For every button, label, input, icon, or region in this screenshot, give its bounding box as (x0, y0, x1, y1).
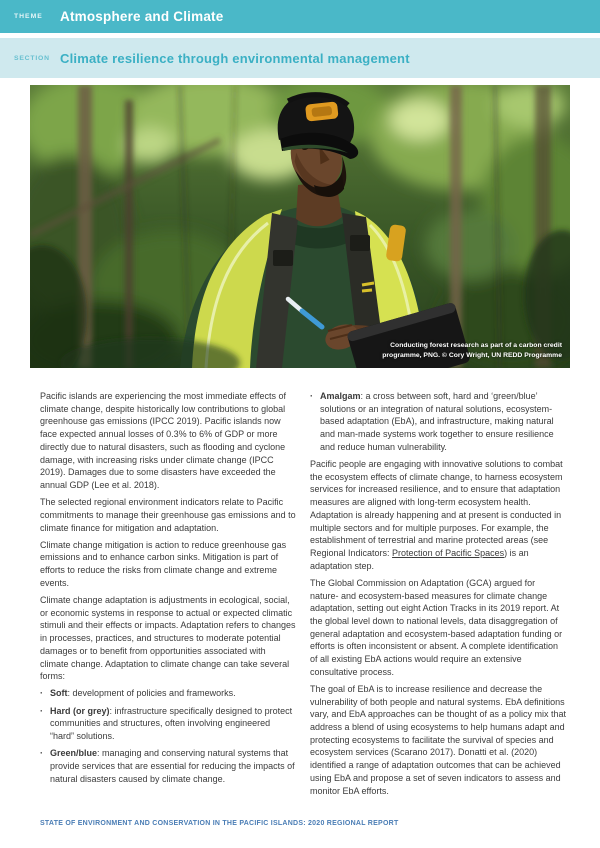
body-content (40, 390, 566, 802)
hero-photo (30, 85, 570, 368)
bullet-text: Soft: development of policies and frameworks. (50, 688, 236, 699)
bullet-dot: · (40, 688, 43, 699)
paragraph-effects: Pacific islands are experiencing the most immediate effects of climate change, despite historically low contributions to global greenhouse gas emissions (IPCC 2019). Pacific islands now face expected annual losses of 0.3% to 6% of GDP or more directly due to natural disasters, such as flooding and cyclone damage, with increasing risks under climate change (IPCC 2019). Damages due to some disasters have exceeded the annual GDP (Lee et al. 2018). (40, 391, 286, 490)
section-title: Climate resilience through environmental management (60, 50, 410, 66)
bullet-text: Green/blue: managing and conserving natural systems that provide services that are essential for reducing the impacts of natural disasters caused by climate change. (50, 748, 295, 784)
bullet-hard (40, 705, 296, 743)
section-label: SECTION (14, 54, 50, 62)
bullet-green-blue (40, 747, 296, 785)
theme-bar (0, 0, 600, 33)
forest-researcher-illustration (30, 85, 570, 368)
paragraph-mitigation: Climate change mitigation is action to reduce greenhouse gas emissions and to enhance carbon sinks. Mitigation is part of efforts to reduce the risks from climate change and extreme events. (40, 539, 287, 588)
theme-title: Atmosphere and Climate (60, 9, 224, 24)
theme-label: THEME (14, 13, 43, 20)
paragraph-solutions: Pacific people are engaging with innovative solutions to combat the ecosystem effects of climate change, to harness ecosystem services for increased resilience, and to ensure that adaptation measures are aligned with long-term ecosystem health. Adaptation is already happening and at present is conducted in multiple sectors and for multiple purposes. For example, the establishment of terrestrial and marine protected areas (see Regional Indicators: Protection of Pacific Spaces) is an adaptation step. (310, 459, 563, 571)
bullet-text: Amalgam: a cross between soft, hard and ‘green/blue’ solutions or an integration of natural solutions, ecosystem-based adaptation (EbA), and infrastructure, making natural and man-made systems work together to ensure resilience and reduce human vulnerability. (320, 391, 554, 452)
protection-of-pacific-spaces-link[interactable]: Protection of Pacific Spaces (392, 547, 505, 558)
report-footer: STATE OF ENVIRONMENT AND CONSERVATION IN THE PACIFIC ISLANDS: 2020 REGIONAL REPORT (40, 820, 399, 827)
left-column (40, 390, 296, 802)
paragraph-gca: The Global Commission on Adaptation (GCA) argued for nature- and ecosystem-based measures for climate change adaptation, setting out eight Action Tracks in its 2019 report. At the global level down to national levels, data disaggregation of general adaptation and ecosystem-based adaptation funding or efforts is often inconsistent or absent. A complete identification of all existing EbA actions would require an extensive consultative process. (310, 577, 563, 677)
photo-caption-line1: Conducting forest research as part of a carbon credit (390, 342, 562, 350)
photo-caption-line2: programme, PNG. © Cory Wright, UN REDD Programme (382, 351, 562, 359)
paragraph-eba-goal: The goal of EbA is to increase resilience and decrease the vulnerability of both people and natural systems. EbA definitions vary, and EbA approaches can be thought of as a policy mix that address a blend of using ecosystems to help humans adapt and protecting ecosystems to facilitate the survival of species and ecosystem services (Scarano 2017). Donatti et al. (2020) identified a range of adaptation outcomes that can be achieved using EbA and propose a set of seven indicators to assess and monitor EbA efforts. (310, 683, 566, 796)
bullet-dot: · (40, 705, 43, 716)
right-column (310, 390, 566, 802)
photo-caption (382, 341, 562, 360)
bullet-dot: · (310, 391, 313, 401)
bullet-dot: · (40, 748, 43, 759)
bullet-text: Hard (or grey): infrastructure specifically designed to protect communities and structures, often involving engineered “hard” solutions. (50, 705, 293, 742)
section-bar (0, 38, 600, 78)
paragraph-adaptation: Climate change adaptation is adjustments in ecological, social, or economic systems in response to actual or expected climatic stimuli and their effects or impacts. Adaptation refers to changes in processes, practices, and structures to moderate potential damages or to benefit from opportunities associated with climate change. Adaptation to climate change can take several forms: (40, 595, 296, 682)
bullet-soft (40, 687, 296, 700)
paragraph-indicators: The selected regional environment indicators relate to Pacific commitments to manage their greenhouse gas emissions and to climate finance for mitigation and adaptation. (40, 497, 296, 533)
bullet-amalgam (310, 390, 566, 454)
headlamp (305, 101, 339, 121)
